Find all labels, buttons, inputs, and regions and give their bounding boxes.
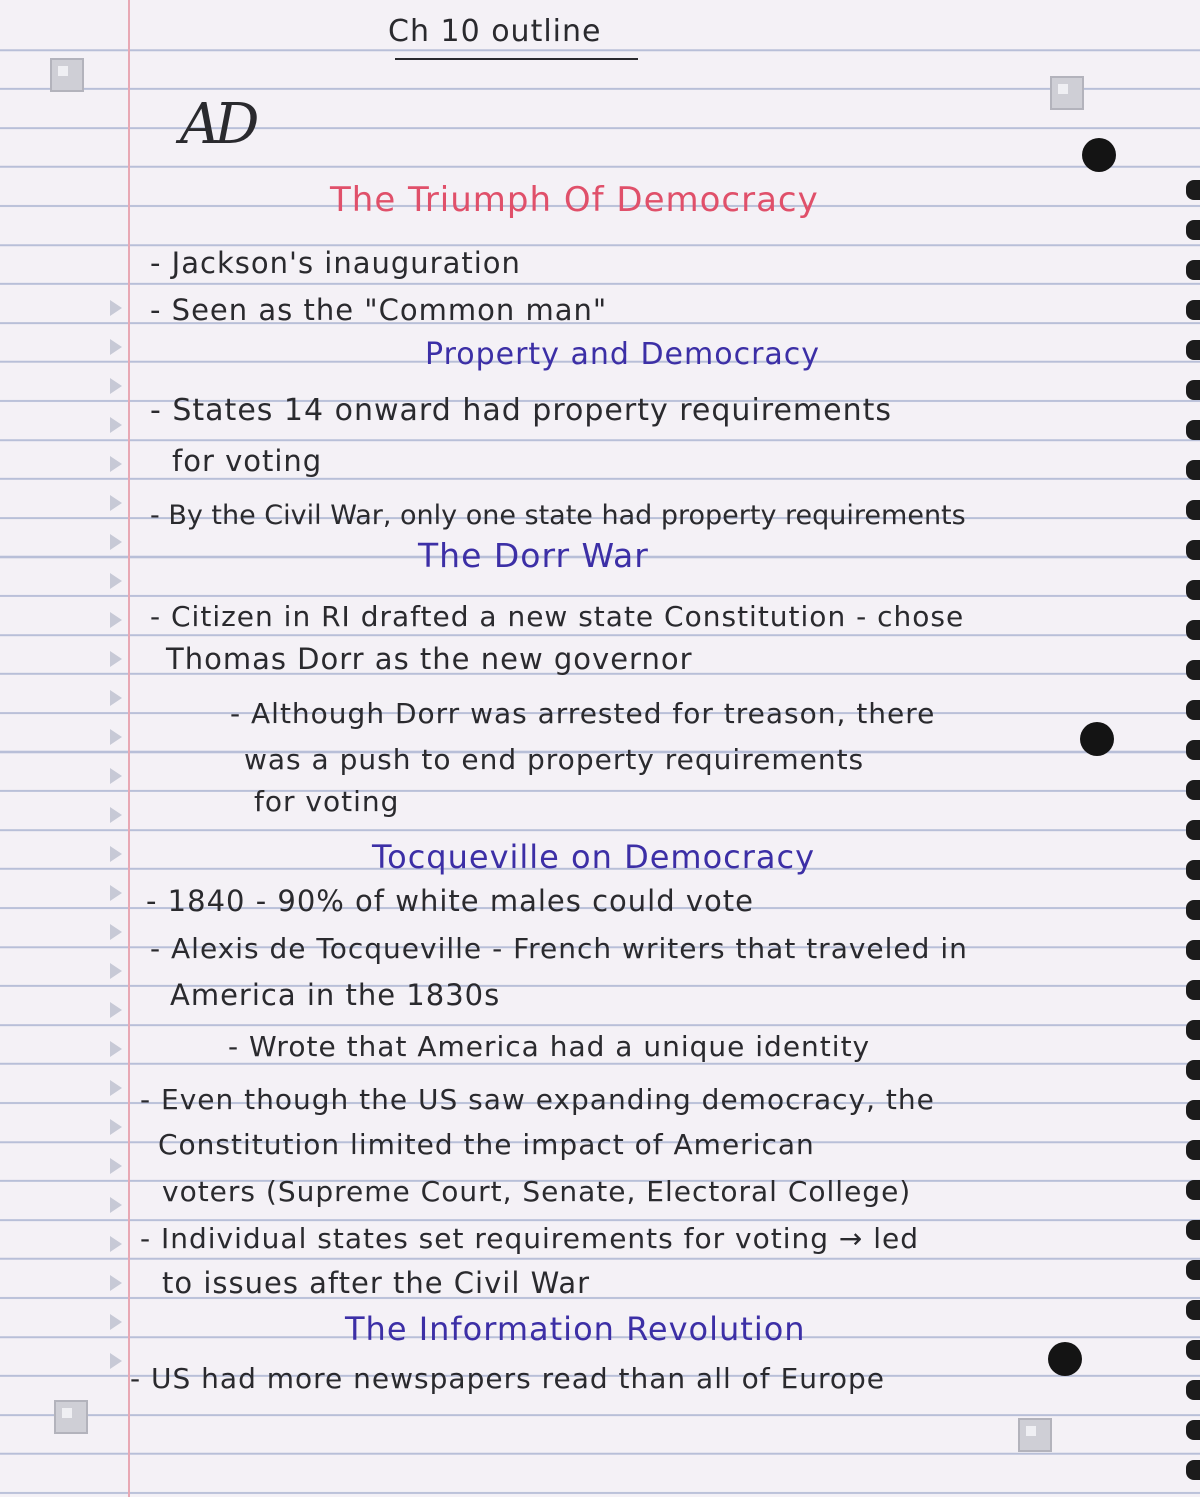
punch-hole [1082, 138, 1116, 172]
note-line: for voting [172, 444, 323, 478]
spiral-coil [1186, 740, 1200, 760]
note-line: - Even though the US saw expanding democracy, the [140, 1083, 935, 1116]
margin-triangle [110, 963, 122, 979]
note-line: - Seen as the "Common man" [150, 293, 608, 327]
spiral-coil [1186, 500, 1200, 520]
margin-triangle [110, 1353, 122, 1369]
spiral-coil [1186, 260, 1200, 280]
note-line: - 1840 - 90% of white males could vote [146, 884, 754, 918]
margin-triangle [110, 651, 122, 667]
spiral-coil [1186, 460, 1200, 480]
margin-triangle [110, 1119, 122, 1135]
margin-triangle [110, 612, 122, 628]
spiral-coil [1186, 420, 1200, 440]
margin-triangle [110, 729, 122, 745]
note-line: was a push to end property requirements [244, 743, 865, 776]
scan-marker-icon [54, 1400, 88, 1434]
page-title: Ch 10 outline [388, 14, 602, 49]
spiral-coil [1186, 860, 1200, 880]
margin-triangle [110, 456, 122, 472]
spiral-coil [1186, 1260, 1200, 1280]
spiral-coil [1186, 1420, 1200, 1440]
note-line: for voting [254, 785, 400, 818]
note-line: to issues after the Civil War [162, 1266, 591, 1300]
spiral-coil [1186, 220, 1200, 240]
margin-triangle [110, 378, 122, 394]
margin-triangle [110, 1197, 122, 1213]
scan-marker-icon [1018, 1418, 1052, 1452]
heading-dorr: The Dorr War [418, 536, 649, 575]
note-line: - Jackson's inauguration [150, 246, 521, 280]
margin-triangle [110, 1314, 122, 1330]
margin-triangle [110, 1080, 122, 1096]
punch-hole [1048, 1342, 1082, 1376]
margin-triangle [110, 339, 122, 355]
spiral-coil [1186, 1340, 1200, 1360]
spiral-coil [1186, 780, 1200, 800]
note-line: America in the 1830s [170, 978, 501, 1012]
note-line: voters (Supreme Court, Senate, Electoral College) [162, 1175, 912, 1208]
heading-property: Property and Democracy [425, 337, 821, 372]
margin-triangle [110, 885, 122, 901]
spiral-coil [1186, 620, 1200, 640]
punch-hole [1080, 722, 1114, 756]
spiral-coil [1186, 1060, 1200, 1080]
note-line: Constitution limited the impact of American [158, 1128, 815, 1161]
spiral-coil [1186, 980, 1200, 1000]
margin-triangle [110, 1158, 122, 1174]
margin-triangle [110, 300, 122, 316]
margin-triangle [110, 1275, 122, 1291]
margin-triangle [110, 534, 122, 550]
heading-tocqueville: Tocqueville on Democracy [372, 838, 816, 876]
note-line: - Alexis de Tocqueville - French writers that traveled in [150, 932, 968, 965]
margin-triangle [110, 807, 122, 823]
spiral-coil [1186, 660, 1200, 680]
margin-line [128, 0, 130, 1497]
margin-triangle [110, 924, 122, 940]
note-line: - States 14 onward had property requirements [150, 393, 892, 428]
spiral-coil [1186, 300, 1200, 320]
note-line: - Citizen in RI drafted a new state Constitution - chose [150, 600, 965, 633]
note-line: - Wrote that America had a unique identity [228, 1030, 871, 1063]
spiral-coil [1186, 700, 1200, 720]
heading-triumph: The Triumph Of Democracy [330, 180, 819, 220]
margin-triangle [110, 1236, 122, 1252]
margin-triangle [110, 768, 122, 784]
spiral-coil [1186, 340, 1200, 360]
scan-marker-icon [50, 58, 84, 92]
margin-triangle [110, 495, 122, 511]
spiral-coil [1186, 900, 1200, 920]
spiral-coil [1186, 1460, 1200, 1480]
author-initials: AD [180, 92, 254, 157]
spiral-coil [1186, 180, 1200, 200]
spiral-coil [1186, 1220, 1200, 1240]
spiral-coil [1186, 1180, 1200, 1200]
margin-triangle [110, 417, 122, 433]
spiral-coil [1186, 1300, 1200, 1320]
margin-triangle [110, 1041, 122, 1057]
margin-triangle [110, 690, 122, 706]
spiral-coil [1186, 380, 1200, 400]
heading-information: The Information Revolution [345, 1310, 806, 1348]
margin-triangle [110, 846, 122, 862]
spiral-coil [1186, 820, 1200, 840]
note-line: - Individual states set requirements for voting → led [140, 1222, 920, 1255]
spiral-coil [1186, 1380, 1200, 1400]
note-line: Thomas Dorr as the new governor [166, 642, 693, 676]
note-line: - By the Civil War, only one state had property requirements [150, 500, 966, 531]
spiral-coil [1186, 580, 1200, 600]
spiral-coil [1186, 540, 1200, 560]
scan-marker-icon [1050, 76, 1084, 110]
note-line: - US had more newspapers read than all of Europe [130, 1362, 886, 1395]
spiral-coil [1186, 1140, 1200, 1160]
spiral-coil [1186, 1020, 1200, 1040]
margin-triangle [110, 1002, 122, 1018]
spiral-coil [1186, 940, 1200, 960]
spiral-coil [1186, 1100, 1200, 1120]
title-underline [395, 58, 638, 60]
note-line: - Although Dorr was arrested for treason, there [230, 697, 936, 730]
margin-triangle [110, 573, 122, 589]
